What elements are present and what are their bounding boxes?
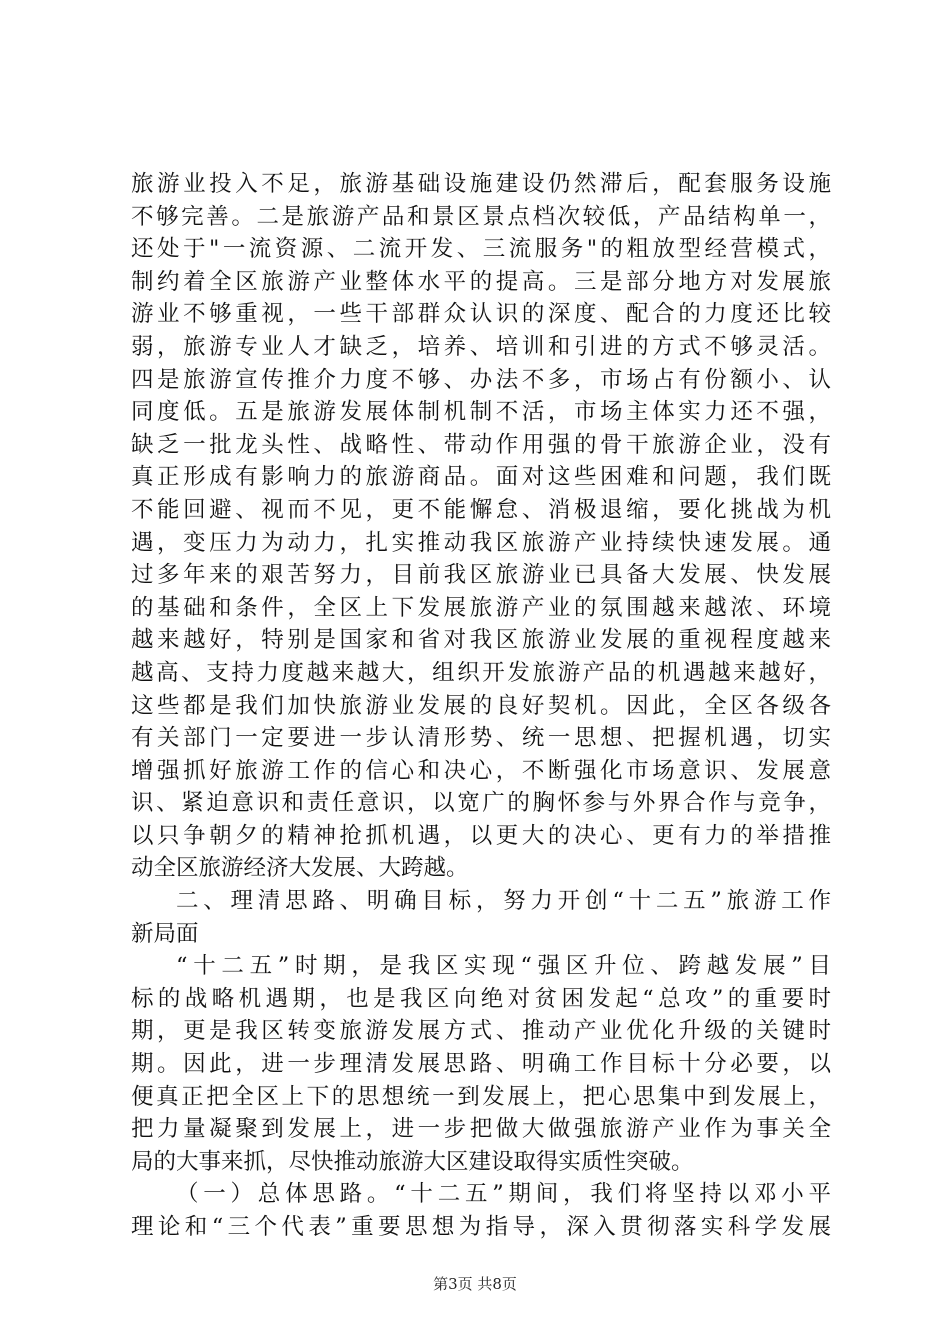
text-line: 以只争朝夕的精神抢抓机遇，以更大的决心、更有力的举措推 bbox=[131, 822, 831, 849]
text-line: 遇，变压力为动力，扎实推动我区旅游产业持续快速发展。通 bbox=[131, 529, 831, 556]
text-line: 期。因此，进一步理清发展思路、明确工作目标十分必要，以 bbox=[131, 1051, 831, 1078]
text-line: 局的大事来抓，尽快推动旅游大区建设取得实质性突破。 bbox=[131, 1148, 694, 1175]
text-line: （一）总体思路。“十二五”期间，我们将坚持以邓小平 bbox=[176, 1181, 831, 1208]
text-line: 增强抓好旅游工作的信心和决心，不断强化市场意识、发展意 bbox=[131, 757, 831, 784]
text-line: 过多年来的艰苦努力，目前我区旅游业已具备大发展、快发展 bbox=[131, 562, 831, 589]
text-line: 期，更是我区转变旅游发展方式、推动产业优化升级的关键时 bbox=[131, 1018, 831, 1045]
text-line: 把力量凝聚到发展上，进一步把做大做强旅游产业作为事关全 bbox=[131, 1116, 831, 1143]
text-line: 还处于"一流资源、二流开发、三流服务"的粗放型经营模式， bbox=[131, 236, 831, 263]
text-line: “十二五”时期，是我区实现“强区升位、跨越发展”目 bbox=[176, 953, 831, 980]
text-line: 动全区旅游经济大发展、大跨越。 bbox=[131, 855, 469, 882]
text-line: 缺乏一批龙头性、战略性、带动作用强的骨干旅游企业，没有 bbox=[131, 431, 831, 458]
text-line: 游业不够重视，一些干部群众认识的深度、配合的力度还比较 bbox=[131, 301, 831, 328]
text-line: 新局面 bbox=[131, 920, 199, 947]
text-line: 弱，旅游专业人才缺乏，培养、培训和引进的方式不够灵活。 bbox=[131, 333, 831, 360]
page-footer: 第3页 共8页 bbox=[433, 1275, 517, 1293]
text-line: 不够完善。二是旅游产品和景区景点档次较低，产品结构单一， bbox=[131, 203, 831, 230]
text-line: 这些都是我们加快旅游业发展的良好契机。因此，全区各级各 bbox=[131, 692, 831, 719]
text-line: 不能回避、视而不见，更不能懈怠、消极退缩，要化挑战为机 bbox=[131, 496, 831, 523]
text-line: 越来越好，特别是国家和省对我区旅游业发展的重视程度越来 bbox=[131, 627, 831, 654]
text-line: 便真正把全区上下的思想统一到发展上，把心思集中到发展上， bbox=[131, 1083, 831, 1110]
text-line: 越高、支持力度越来越大，组织开发旅游产品的机遇越来越好， bbox=[131, 659, 831, 686]
text-line: 真正形成有影响力的旅游商品。面对这些困难和问题，我们既 bbox=[131, 464, 831, 491]
text-line: 理论和“三个代表”重要思想为指导，深入贯彻落实科学发展 bbox=[131, 1214, 831, 1240]
text-line: 的基础和条件，全区上下发展旅游产业的氛围越来越浓、环境 bbox=[131, 594, 831, 621]
text-line: 二、理清思路、明确目标，努力开创“十二五”旅游工作 bbox=[176, 888, 831, 915]
document-body bbox=[131, 168, 831, 1244]
text-line: 制约着全区旅游产业整体水平的提高。三是部分地方对发展旅 bbox=[131, 268, 831, 295]
text-line: 四是旅游宣传推介力度不够、办法不多，市场占有份额小、认 bbox=[131, 366, 831, 393]
text-line: 同度低。五是旅游发展体制机制不活，市场主体实力还不强， bbox=[131, 399, 831, 426]
text-line: 有关部门一定要进一步认清形势、统一思想、把握机遇，切实 bbox=[131, 725, 831, 752]
text-line: 旅游业投入不足，旅游基础设施建设仍然滞后，配套服务设施 bbox=[131, 171, 831, 197]
text-line: 标的战略机遇期，也是我区向绝对贫困发起“总攻”的重要时 bbox=[131, 985, 831, 1012]
text-line: 识、紧迫意识和责任意识，以宽广的胸怀参与外界合作与竞争， bbox=[131, 790, 831, 817]
